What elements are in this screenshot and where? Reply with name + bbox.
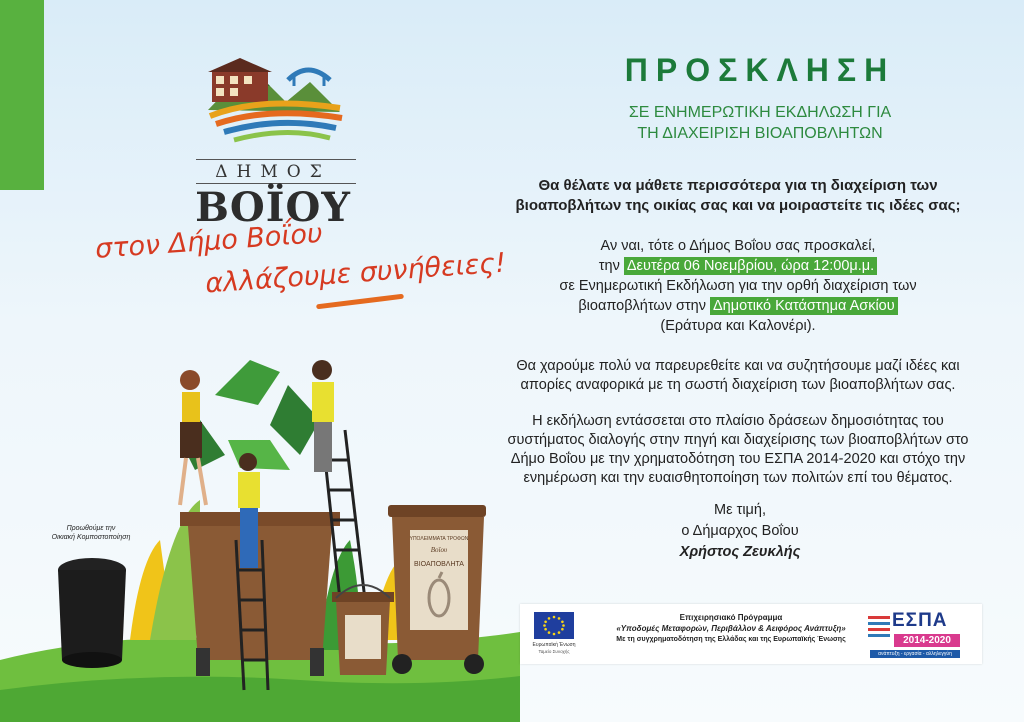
wheelie-bin-bioaste [388, 505, 486, 674]
invite-line-4 [488, 296, 988, 316]
paragraph3-line-3: Δήμο Βοΐου με την χρηματοδότηση του ΕΣΠΑ 2014-2020 και στόχο την [510, 451, 966, 467]
intro-question [488, 176, 988, 216]
signature-role: ο Δήμαρχος Βοΐου [681, 523, 799, 539]
invitation-subtitle [540, 102, 980, 144]
paragraph2-line-1: Θα χαρούμε πολύ να παρευρεθείτε και να συζητήσουμε μαζί ιδέες και [516, 358, 960, 374]
municipality-logo [178, 52, 368, 231]
bin-label-line-3: ΒΙΟΑΠΟΒΛΗΤΑ [414, 561, 464, 568]
paragraph-funding [488, 412, 988, 488]
green-accent-bar [0, 0, 44, 190]
paragraph3-line-2: συστήματος διαλογής στην πηγή και διαχείρισης των βιοαποβλήτων στο [507, 432, 969, 448]
bin-label-line-2: Βοΐου [430, 546, 448, 554]
compost-label-line-2: Οικιακή Κομποστοποίηση [51, 534, 131, 541]
program-line-2: «Υποδομές Μεταφορών, Περιβάλλον & Αειφόρος Ανάπτυξη» [616, 624, 846, 633]
program-line-3: Με τη συγχρηματοδότηση της Ελλάδας και της Ευρωπαϊκής Ένωσης [616, 636, 846, 643]
slogan-underline [316, 294, 404, 310]
logo-dimos-text: ΔΗΜΟΣ [215, 162, 331, 182]
subtitle-line-2: ΤΗ ΔΙΑΧΕΙΡΙΣΗ ΒΙΟΑΠΟΒΛΗΤΩΝ [637, 125, 883, 142]
paragraph2-line-2: απορίες αναφορικά με τη σωστή διαχείριση των βιοαποβλήτων σας. [520, 377, 956, 393]
slogan-line-2: αλλάζουμε συνήθειες! [204, 247, 507, 300]
invite-line-2 [488, 256, 988, 276]
subtitle-line-1: ΣΕ ΕΝΗΜΕΡΩΤΙΚΗ ΕΚΔΗΛΩΣΗ ΓΙΑ [628, 104, 892, 121]
funding-footer [520, 604, 982, 664]
invite-line-3: σε Ενημερωτική Εκδήλωση για την ορθή διαχείριση των [559, 278, 917, 294]
person-child-bin [238, 453, 260, 568]
eu-caption: Ευρωπαϊκή Ένωση [532, 642, 576, 648]
intro-line-1: Θα θέλατε να μάθετε περισσότερα για τη διαχείριση των [538, 177, 938, 194]
event-venue-highlight: Δημοτικό Κατάστημα Ασκίου [710, 297, 898, 315]
espa-word: ΕΣΠΑ [892, 610, 948, 631]
espa-tagline: ανάπτυξη - εργασία - αλληλεγγύη [870, 650, 960, 658]
eu-subcaption: Ταμείο Συνοχής [538, 649, 570, 654]
small-kitchen-bin [332, 585, 394, 675]
compost-label-line-1: Προωθούμε την [66, 525, 116, 532]
invite-line-5: (Εράτυρα και Καλονέρι). [660, 318, 816, 334]
invitation-title: ΠΡΟΣΚΛΗΣΗ [624, 52, 896, 88]
compost-label [48, 524, 134, 542]
bin-label-line-1: ΥΠΟΛΕΙΜΜΑΤΑ ΤΡΟΦΩΝ [409, 536, 469, 542]
signature-block [540, 500, 940, 563]
grass-front [0, 676, 520, 722]
paragraph-participation [488, 357, 988, 395]
paragraph3-line-1: Η εκδήλωση εντάσσεται στο πλαίσιο δράσεων δημοσιότητας του [532, 413, 944, 429]
paragraph3-line-4: ενημέρωση και την ευαισθητοποίηση των πολιτών επί του θέματος. [523, 470, 953, 486]
espa-flag-icon [868, 612, 890, 646]
logo-rule-top [196, 159, 356, 160]
invite-line-4-prefix: βιοαποβλήτων στην [578, 298, 710, 314]
person-man-ladder [312, 360, 334, 472]
logo-landscape-icon [190, 52, 356, 160]
espa-logo [868, 610, 960, 658]
invite-line-2-prefix: την [598, 258, 624, 274]
program-line-1: Επιχειρησιακό Πρόγραμμα [679, 613, 783, 622]
compost-bin [58, 558, 126, 668]
signature-name: Χρήστος Ζευκλής [679, 544, 801, 560]
large-brown-bin [180, 512, 340, 676]
invitation-details [488, 236, 988, 336]
program-info [596, 612, 866, 645]
intro-line-2: βιοαποβλήτων της οικίας σας και να μοιραστείτε τις ιδέες σας; [515, 197, 961, 214]
signature-closing: Με τιμή, [714, 502, 766, 518]
event-date-highlight: Δευτέρα 06 Νοεμβρίου, ώρα 12:00μ.μ. [624, 257, 877, 275]
invite-line-1: Αν ναι, τότε ο Δήμος Βοΐου σας προσκαλεί, [600, 238, 876, 254]
espa-years: 2014-2020 [894, 634, 960, 647]
slogan-line-1: στον Δήμο Βοΐου [94, 218, 324, 265]
eu-flag-icon [534, 612, 574, 639]
logo-voiou-text: ΒΟΪΟΥ [195, 184, 351, 231]
